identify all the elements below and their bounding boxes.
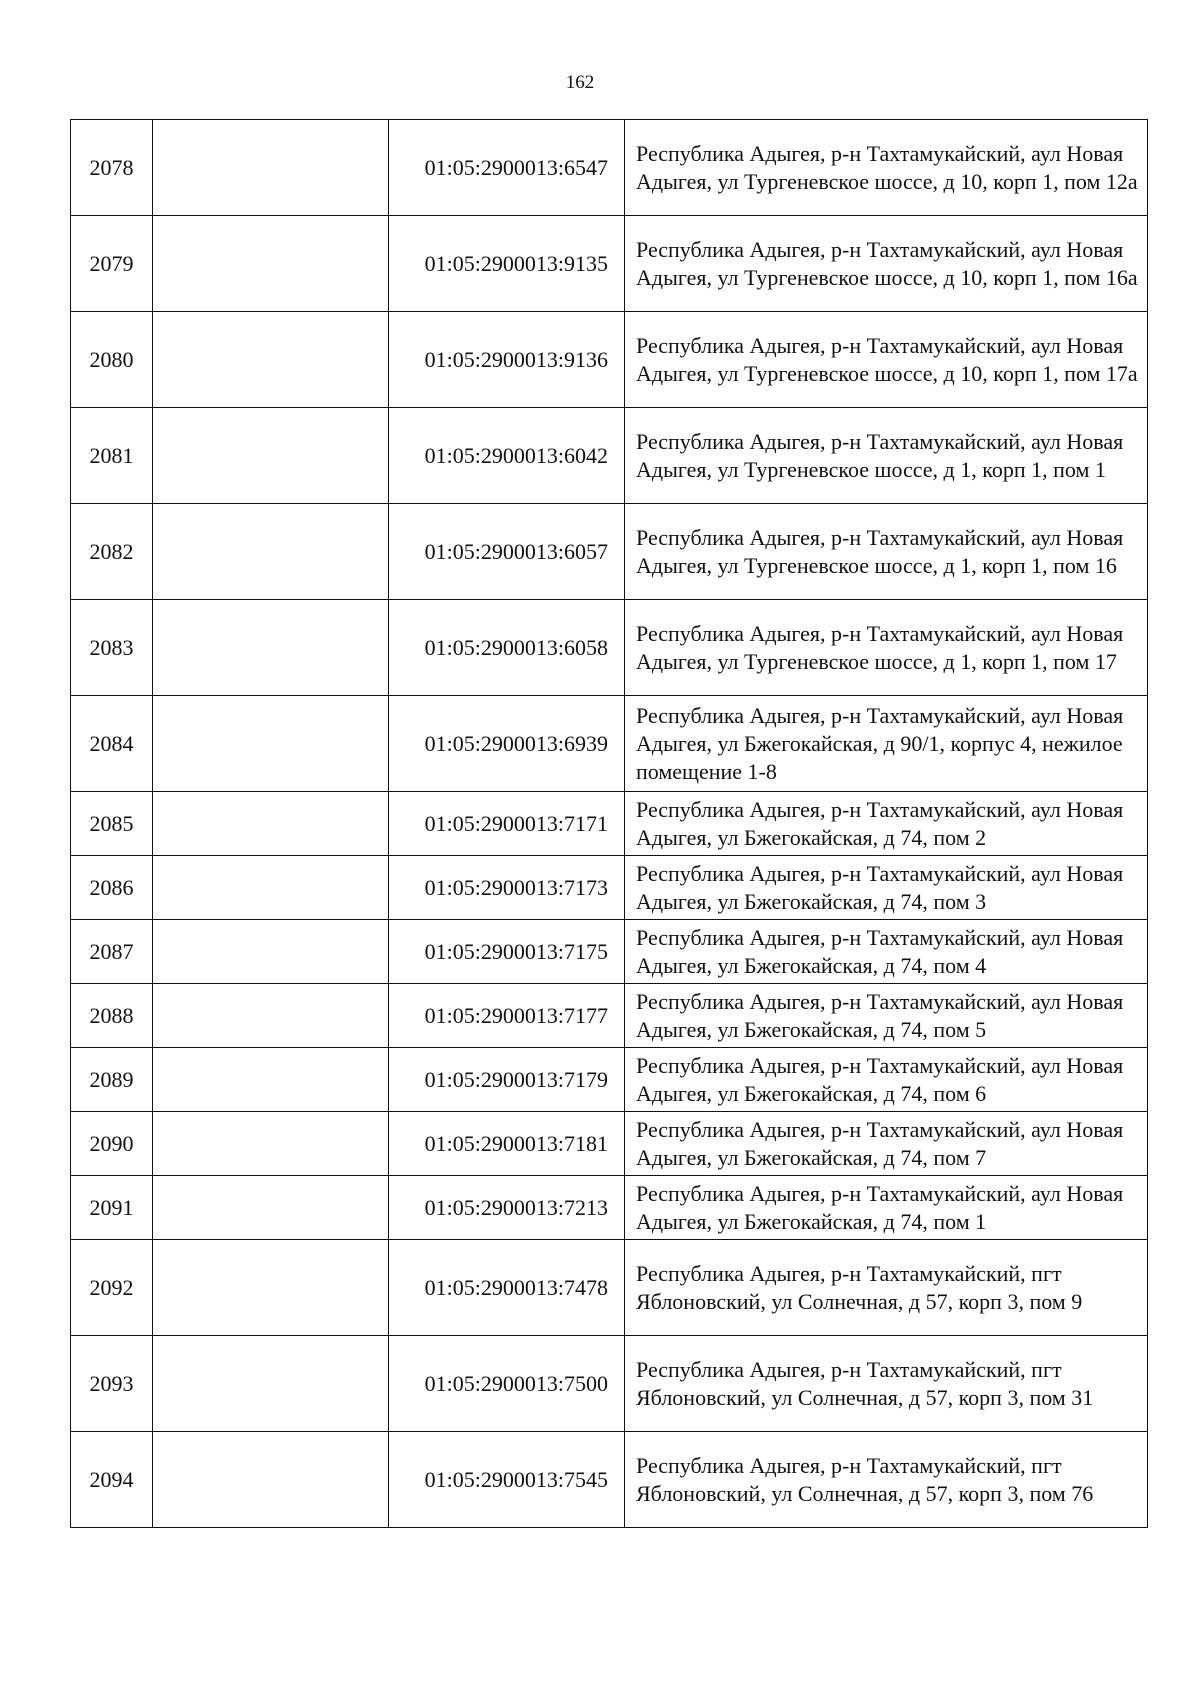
cadastral-number-cell: 01:05:2900013:7478 xyxy=(389,1240,625,1336)
cadastral-number-cell: 01:05:2900013:6042 xyxy=(389,408,625,504)
table-row xyxy=(71,600,1148,696)
cadastral-number-cell: 01:05:2900013:7500 xyxy=(389,1336,625,1432)
owner-cell xyxy=(153,1048,389,1112)
row-number-cell: 2087 xyxy=(71,920,153,984)
row-number-cell: 2092 xyxy=(71,1240,153,1336)
row-number-cell: 2090 xyxy=(71,1112,153,1176)
address-cell: Республика Адыгея, р-н Тахтамукайский, аул Новая Адыгея, ул Бжегокайская, д 90/1, корпус 4, нежилое помещение 1-8 xyxy=(625,696,1148,792)
address-cell: Республика Адыгея, р-н Тахтамукайский, пгт Яблоновский, ул Солнечная, д 57, корп 3, пом 9 xyxy=(625,1240,1148,1336)
cadastral-number-cell: 01:05:2900013:7175 xyxy=(389,920,625,984)
address-cell: Республика Адыгея, р-н Тахтамукайский, пгт Яблоновский, ул Солнечная, д 57, корп 3, пом 76 xyxy=(625,1432,1148,1528)
table-row xyxy=(71,312,1148,408)
table-row xyxy=(71,696,1148,792)
table-row xyxy=(71,504,1148,600)
cadastral-number-cell: 01:05:2900013:7181 xyxy=(389,1112,625,1176)
owner-cell xyxy=(153,984,389,1048)
address-cell: Республика Адыгея, р-н Тахтамукайский, аул Новая Адыгея, ул Тургеневское шоссе, д 10, корп 1, пом 12а xyxy=(625,120,1148,216)
table-row xyxy=(71,1176,1148,1240)
address-cell: Республика Адыгея, р-н Тахтамукайский, аул Новая Адыгея, ул Тургеневское шоссе, д 10, корп 1, пом 17а xyxy=(625,312,1148,408)
table-row xyxy=(71,856,1148,920)
table-row xyxy=(71,1048,1148,1112)
cadastral-number-cell: 01:05:2900013:6939 xyxy=(389,696,625,792)
row-number-cell: 2083 xyxy=(71,600,153,696)
row-number-cell: 2080 xyxy=(71,312,153,408)
address-cell: Республика Адыгея, р-н Тахтамукайский, аул Новая Адыгея, ул Тургеневское шоссе, д 1, корп 1, пом 16 xyxy=(625,504,1148,600)
cadastral-number-cell: 01:05:2900013:7177 xyxy=(389,984,625,1048)
row-number-cell: 2079 xyxy=(71,216,153,312)
cadastral-number-cell: 01:05:2900013:6547 xyxy=(389,120,625,216)
owner-cell xyxy=(153,408,389,504)
table-body xyxy=(71,120,1148,1528)
cadastral-number-cell: 01:05:2900013:7171 xyxy=(389,792,625,856)
table-row xyxy=(71,984,1148,1048)
row-number-cell: 2082 xyxy=(71,504,153,600)
address-cell: Республика Адыгея, р-н Тахтамукайский, пгт Яблоновский, ул Солнечная, д 57, корп 3, пом 31 xyxy=(625,1336,1148,1432)
owner-cell xyxy=(153,216,389,312)
row-number-cell: 2084 xyxy=(71,696,153,792)
cadastral-number-cell: 01:05:2900013:7545 xyxy=(389,1432,625,1528)
address-cell: Республика Адыгея, р-н Тахтамукайский, аул Новая Адыгея, ул Бжегокайская, д 74, пом 1 xyxy=(625,1176,1148,1240)
owner-cell xyxy=(153,1336,389,1432)
table-row xyxy=(71,216,1148,312)
owner-cell xyxy=(153,920,389,984)
owner-cell xyxy=(153,120,389,216)
address-cell: Республика Адыгея, р-н Тахтамукайский, аул Новая Адыгея, ул Бжегокайская, д 74, пом 6 xyxy=(625,1048,1148,1112)
owner-cell xyxy=(153,600,389,696)
cadastral-number-cell: 01:05:2900013:6058 xyxy=(389,600,625,696)
row-number-cell: 2088 xyxy=(71,984,153,1048)
owner-cell xyxy=(153,1112,389,1176)
address-cell: Республика Адыгея, р-н Тахтамукайский, аул Новая Адыгея, ул Бжегокайская, д 74, пом 5 xyxy=(625,984,1148,1048)
address-cell: Республика Адыгея, р-н Тахтамукайский, аул Новая Адыгея, ул Бжегокайская, д 74, пом 3 xyxy=(625,856,1148,920)
row-number-cell: 2086 xyxy=(71,856,153,920)
owner-cell xyxy=(153,1432,389,1528)
owner-cell xyxy=(153,696,389,792)
table-row xyxy=(71,1240,1148,1336)
owner-cell xyxy=(153,1240,389,1336)
owner-cell xyxy=(153,856,389,920)
property-registry-table xyxy=(70,119,1148,1528)
owner-cell xyxy=(153,792,389,856)
address-cell: Республика Адыгея, р-н Тахтамукайский, аул Новая Адыгея, ул Бжегокайская, д 74, пом 2 xyxy=(625,792,1148,856)
table-row xyxy=(71,120,1148,216)
row-number-cell: 2094 xyxy=(71,1432,153,1528)
cadastral-number-cell: 01:05:2900013:7213 xyxy=(389,1176,625,1240)
table-row xyxy=(71,408,1148,504)
address-cell: Республика Адыгея, р-н Тахтамукайский, аул Новая Адыгея, ул Бжегокайская, д 74, пом 4 xyxy=(625,920,1148,984)
row-number-cell: 2081 xyxy=(71,408,153,504)
address-cell: Республика Адыгея, р-н Тахтамукайский, аул Новая Адыгея, ул Тургеневское шоссе, д 1, корп 1, пом 1 xyxy=(625,408,1148,504)
row-number-cell: 2085 xyxy=(71,792,153,856)
cadastral-number-cell: 01:05:2900013:9136 xyxy=(389,312,625,408)
table-row xyxy=(71,1112,1148,1176)
row-number-cell: 2089 xyxy=(71,1048,153,1112)
table-row xyxy=(71,1432,1148,1528)
page-number: 162 xyxy=(565,72,595,93)
row-number-cell: 2091 xyxy=(71,1176,153,1240)
cadastral-number-cell: 01:05:2900013:9135 xyxy=(389,216,625,312)
row-number-cell: 2093 xyxy=(71,1336,153,1432)
cadastral-number-cell: 01:05:2900013:7173 xyxy=(389,856,625,920)
owner-cell xyxy=(153,504,389,600)
cadastral-number-cell: 01:05:2900013:6057 xyxy=(389,504,625,600)
address-cell: Республика Адыгея, р-н Тахтамукайский, аул Новая Адыгея, ул Тургеневское шоссе, д 10, корп 1, пом 16а xyxy=(625,216,1148,312)
owner-cell xyxy=(153,312,389,408)
table-row xyxy=(71,1336,1148,1432)
table-row xyxy=(71,920,1148,984)
row-number-cell: 2078 xyxy=(71,120,153,216)
address-cell: Республика Адыгея, р-н Тахтамукайский, аул Новая Адыгея, ул Тургеневское шоссе, д 1, корп 1, пом 17 xyxy=(625,600,1148,696)
cadastral-number-cell: 01:05:2900013:7179 xyxy=(389,1048,625,1112)
address-cell: Республика Адыгея, р-н Тахтамукайский, аул Новая Адыгея, ул Бжегокайская, д 74, пом 7 xyxy=(625,1112,1148,1176)
table-row xyxy=(71,792,1148,856)
owner-cell xyxy=(153,1176,389,1240)
